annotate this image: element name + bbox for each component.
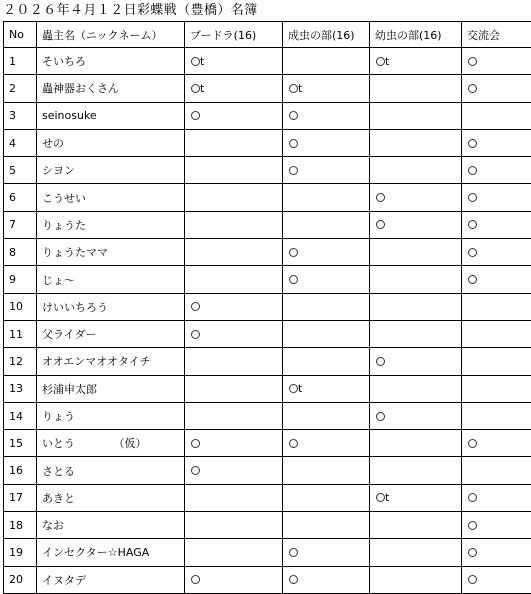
table-row <box>4 539 531 566</box>
adult-division-mark-cell <box>283 484 370 511</box>
circle-mark-icon <box>468 84 477 93</box>
adult-division-mark-cell <box>283 566 370 593</box>
circle-mark-icon <box>468 439 477 448</box>
larva-division-mark-cell <box>370 457 462 484</box>
larva-division-mark-cell <box>370 484 462 511</box>
participant-name: じょ〜 <box>37 266 185 293</box>
social-gathering-mark-cell <box>462 457 531 484</box>
adult-division-mark: t <box>298 382 303 396</box>
header-no: No <box>4 22 37 48</box>
circle-mark-icon <box>289 384 298 393</box>
row-number: 6 <box>4 184 37 211</box>
circle-mark-icon <box>468 220 477 229</box>
circle-mark-icon <box>289 139 298 148</box>
table-row <box>4 402 531 429</box>
adult-division-mark-cell <box>283 129 370 156</box>
circle-mark-icon <box>376 57 385 66</box>
row-number: 14 <box>4 402 37 429</box>
social-gathering-mark-cell <box>462 512 531 539</box>
buudora-mark-cell <box>185 48 283 75</box>
adult-division-mark-cell <box>283 320 370 347</box>
circle-mark-icon <box>468 548 477 557</box>
participant-name: こうせい <box>37 184 185 211</box>
adult-division-mark-cell <box>283 266 370 293</box>
adult-division-mark-cell <box>283 430 370 457</box>
table-row <box>4 293 531 320</box>
buudora-mark-cell <box>185 566 283 593</box>
adult-division-mark-cell <box>283 348 370 375</box>
circle-mark-icon <box>191 302 200 311</box>
circle-mark-icon <box>289 439 298 448</box>
larva-division-mark-cell <box>370 375 462 402</box>
participant-name: 杉浦申太郎 <box>37 375 185 402</box>
buudora-mark-cell <box>185 293 283 320</box>
circle-mark-icon <box>191 330 200 339</box>
social-gathering-mark-cell <box>462 75 531 102</box>
header-larva-division: 幼虫の部(16) <box>370 22 462 48</box>
table-row <box>4 75 531 102</box>
participant-name: けいいちろう <box>37 293 185 320</box>
table-row <box>4 457 531 484</box>
adult-division-mark-cell <box>283 48 370 75</box>
social-gathering-mark-cell <box>462 48 531 75</box>
social-gathering-mark-cell <box>462 484 531 511</box>
larva-division-mark-cell <box>370 184 462 211</box>
row-number: 4 <box>4 129 37 156</box>
participant-name: りょうたママ <box>37 239 185 266</box>
row-number: 15 <box>4 430 37 457</box>
buudora-mark-cell <box>185 320 283 347</box>
roster-table <box>3 21 531 594</box>
circle-mark-icon <box>289 548 298 557</box>
adult-division-mark-cell <box>283 293 370 320</box>
participant-name: りょう <box>37 402 185 429</box>
row-number: 19 <box>4 539 37 566</box>
social-gathering-mark-cell <box>462 566 531 593</box>
table-row <box>4 211 531 238</box>
adult-division-mark-cell <box>283 457 370 484</box>
row-number: 12 <box>4 348 37 375</box>
social-gathering-mark-cell <box>462 348 531 375</box>
buudora-mark-cell <box>185 348 283 375</box>
circle-mark-icon <box>468 521 477 530</box>
buudora-mark-cell <box>185 430 283 457</box>
social-gathering-mark-cell <box>462 211 531 238</box>
circle-mark-icon <box>468 57 477 66</box>
header-buudora: ブードラ(16) <box>185 22 283 48</box>
buudora-mark: t <box>200 54 205 68</box>
buudora-mark-cell <box>185 157 283 184</box>
participant-name: イヌタデ <box>37 566 185 593</box>
adult-division-mark-cell <box>283 157 370 184</box>
header-row <box>4 22 531 48</box>
circle-mark-icon <box>376 193 385 202</box>
circle-mark-icon <box>191 84 200 93</box>
adult-division-mark-cell <box>283 539 370 566</box>
adult-division-mark-cell <box>283 102 370 129</box>
row-number: 7 <box>4 211 37 238</box>
buudora-mark-cell <box>185 266 283 293</box>
social-gathering-mark-cell <box>462 402 531 429</box>
table-row <box>4 129 531 156</box>
table-row <box>4 430 531 457</box>
buudora-mark-cell <box>185 184 283 211</box>
participant-name: 父ライダー <box>37 320 185 347</box>
larva-division-mark: t <box>385 491 390 505</box>
table-row <box>4 48 531 75</box>
circle-mark-icon <box>289 275 298 284</box>
social-gathering-mark-cell <box>462 539 531 566</box>
buudora-mark-cell <box>185 75 283 102</box>
row-number: 17 <box>4 484 37 511</box>
participant-name: さとる <box>37 457 185 484</box>
row-number: 11 <box>4 320 37 347</box>
circle-mark-icon <box>289 111 298 120</box>
circle-mark-icon <box>468 248 477 257</box>
table-row <box>4 348 531 375</box>
adult-division-mark-cell <box>283 75 370 102</box>
circle-mark-icon <box>191 466 200 475</box>
buudora-mark-cell <box>185 375 283 402</box>
buudora-mark-cell <box>185 457 283 484</box>
social-gathering-mark-cell <box>462 157 531 184</box>
participant-name: せの <box>37 129 185 156</box>
table-row <box>4 375 531 402</box>
social-gathering-mark-cell <box>462 102 531 129</box>
row-number: 3 <box>4 102 37 129</box>
participant-name: seinosuke <box>37 102 185 129</box>
larva-division-mark: t <box>385 54 390 68</box>
row-number: 8 <box>4 239 37 266</box>
adult-division-mark: t <box>298 81 303 95</box>
circle-mark-icon <box>468 139 477 148</box>
larva-division-mark-cell <box>370 566 462 593</box>
larva-division-mark-cell <box>370 211 462 238</box>
participant-name: インセクター☆HAGA <box>37 539 185 566</box>
larva-division-mark-cell <box>370 102 462 129</box>
social-gathering-mark-cell <box>462 320 531 347</box>
buudora-mark: t <box>200 81 205 95</box>
circle-mark-icon <box>468 493 477 502</box>
participant-name: いとう （仮） <box>37 430 185 457</box>
header-adult-division: 成虫の部(16) <box>283 22 370 48</box>
social-gathering-mark-cell <box>462 239 531 266</box>
circle-mark-icon <box>468 166 477 175</box>
circle-mark-icon <box>191 57 200 66</box>
row-number: 20 <box>4 566 37 593</box>
row-number: 9 <box>4 266 37 293</box>
larva-division-mark-cell <box>370 402 462 429</box>
table-row <box>4 102 531 129</box>
circle-mark-icon <box>289 166 298 175</box>
participant-name: 蟲神器おくさん <box>37 75 185 102</box>
adult-division-mark-cell <box>283 375 370 402</box>
table-row <box>4 184 531 211</box>
circle-mark-icon <box>191 575 200 584</box>
larva-division-mark-cell <box>370 75 462 102</box>
circle-mark-icon <box>289 84 298 93</box>
participant-name: シヨン <box>37 157 185 184</box>
larva-division-mark-cell <box>370 430 462 457</box>
larva-division-mark-cell <box>370 48 462 75</box>
participant-name: オオエンマオオタイチ <box>37 348 185 375</box>
larva-division-mark-cell <box>370 348 462 375</box>
adult-division-mark-cell <box>283 512 370 539</box>
table-row <box>4 266 531 293</box>
buudora-mark-cell <box>185 539 283 566</box>
table-row <box>4 566 531 593</box>
row-number: 10 <box>4 293 37 320</box>
adult-division-mark-cell <box>283 402 370 429</box>
table-row <box>4 484 531 511</box>
roster-body <box>4 48 531 594</box>
larva-division-mark-cell <box>370 293 462 320</box>
adult-division-mark-cell <box>283 239 370 266</box>
larva-division-mark-cell <box>370 239 462 266</box>
participant-name: あきと <box>37 484 185 511</box>
row-number: 13 <box>4 375 37 402</box>
buudora-mark-cell <box>185 402 283 429</box>
larva-division-mark-cell <box>370 157 462 184</box>
circle-mark-icon <box>468 275 477 284</box>
social-gathering-mark-cell <box>462 375 531 402</box>
row-number: 1 <box>4 48 37 75</box>
circle-mark-icon <box>468 575 477 584</box>
circle-mark-icon <box>376 493 385 502</box>
buudora-mark-cell <box>185 484 283 511</box>
row-number: 18 <box>4 512 37 539</box>
adult-division-mark-cell <box>283 211 370 238</box>
social-gathering-mark-cell <box>462 129 531 156</box>
page-title: ２０２６年４月１２日彩蝶戦（豊橋）名簿 <box>3 3 258 18</box>
table-row <box>4 512 531 539</box>
circle-mark-icon <box>376 412 385 421</box>
row-number: 16 <box>4 457 37 484</box>
circle-mark-icon <box>191 111 200 120</box>
header-social-gathering: 交流会 <box>462 22 531 48</box>
social-gathering-mark-cell <box>462 184 531 211</box>
table-row <box>4 239 531 266</box>
buudora-mark-cell <box>185 211 283 238</box>
larva-division-mark-cell <box>370 512 462 539</box>
circle-mark-icon <box>376 220 385 229</box>
circle-mark-icon <box>289 575 298 584</box>
adult-division-mark-cell <box>283 184 370 211</box>
buudora-mark-cell <box>185 239 283 266</box>
row-number: 5 <box>4 157 37 184</box>
circle-mark-icon <box>289 248 298 257</box>
buudora-mark-cell <box>185 129 283 156</box>
larva-division-mark-cell <box>370 320 462 347</box>
table-row <box>4 157 531 184</box>
participant-name: そいちろ <box>37 48 185 75</box>
social-gathering-mark-cell <box>462 293 531 320</box>
larva-division-mark-cell <box>370 539 462 566</box>
buudora-mark-cell <box>185 102 283 129</box>
buudora-mark-cell <box>185 512 283 539</box>
social-gathering-mark-cell <box>462 266 531 293</box>
larva-division-mark-cell <box>370 266 462 293</box>
row-number: 2 <box>4 75 37 102</box>
header-name: 蟲主名（ニックネーム） <box>37 22 185 48</box>
circle-mark-icon <box>376 357 385 366</box>
circle-mark-icon <box>191 439 200 448</box>
larva-division-mark-cell <box>370 129 462 156</box>
social-gathering-mark-cell <box>462 430 531 457</box>
participant-name: なお <box>37 512 185 539</box>
participant-name: りょうた <box>37 211 185 238</box>
table-row <box>4 320 531 347</box>
circle-mark-icon <box>468 193 477 202</box>
